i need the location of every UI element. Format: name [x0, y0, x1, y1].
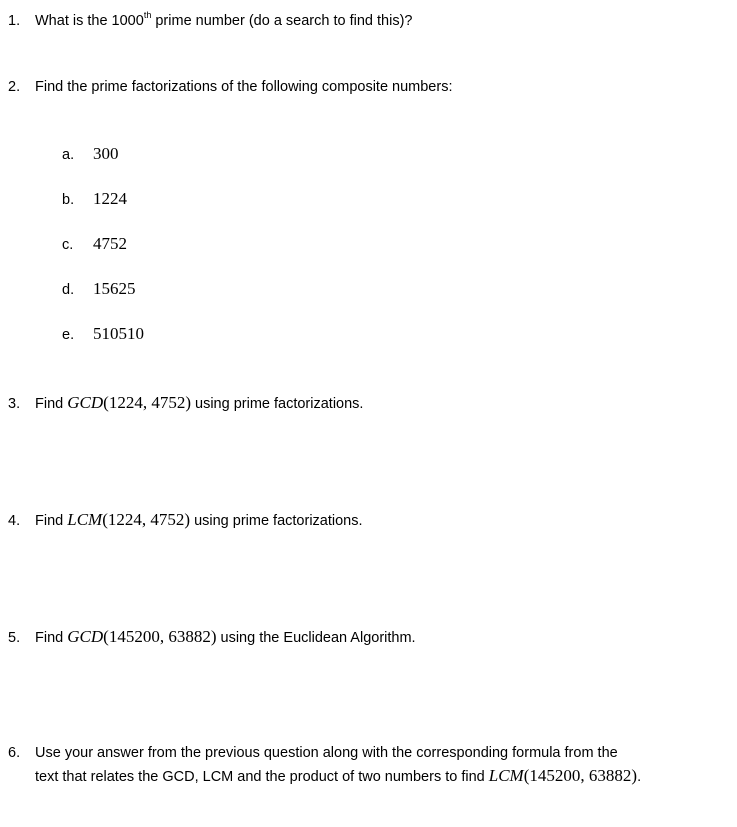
item-letter: c.: [62, 237, 74, 253]
list-item: [62, 233, 127, 256]
question-6: [8, 742, 618, 764]
question-text: Find GCD(1224, 4752) using prime factorizations.: [35, 393, 364, 412]
math-args: (1224, 4752): [103, 393, 191, 412]
math-function: LCM: [67, 510, 103, 529]
math-args: (1224, 4752): [102, 510, 191, 529]
math-function: GCD: [67, 393, 104, 412]
list-item: [62, 143, 119, 166]
question-text: What is the 1000th prime number (do a search to find this)?: [35, 10, 413, 29]
question-number: 3.: [8, 396, 21, 412]
item-value: 300: [93, 144, 119, 163]
item-value: 510510: [93, 324, 144, 343]
list-item: [62, 278, 136, 301]
question-1: [8, 10, 412, 32]
question-3: [8, 392, 363, 415]
question-2: [8, 76, 452, 98]
question-text: Find GCD(145200, 63882) using the Euclidean Algorithm.: [35, 627, 416, 646]
question-text: Find the prime factorizations of the following composite numbers:: [35, 79, 453, 95]
item-value: 4752: [93, 234, 127, 253]
question-text-line-1: Use your answer from the previous question along with the corresponding formula from the: [35, 745, 618, 761]
math-function: GCD: [67, 627, 104, 646]
question-number: 1.: [8, 13, 21, 29]
question-text-line-2: text that relates the GCD, LCM and the product of two numbers to find: [35, 769, 489, 785]
question-number: 4.: [8, 513, 21, 529]
question-text: Find LCM(1224, 4752) using prime factorizations.: [35, 510, 363, 529]
question-5: [8, 626, 416, 649]
question-6-continuation: text that relates the GCD, LCM and the product of two numbers to find LCM(145200, 63882).: [35, 766, 642, 785]
question-4: [8, 509, 363, 532]
item-value: 1224: [93, 189, 127, 208]
item-letter: d.: [62, 282, 75, 298]
item-letter: a.: [62, 147, 75, 163]
math-args: (145200, 63882): [103, 627, 217, 646]
question-number: 6.: [8, 745, 21, 761]
question-number: 5.: [8, 630, 21, 646]
question-number: 2.: [8, 79, 21, 95]
list-item: [62, 188, 127, 211]
item-letter: b.: [62, 192, 75, 208]
item-letter: e.: [62, 327, 75, 343]
math-args: (145200, 63882): [523, 766, 638, 785]
math-function: LCM: [488, 766, 524, 785]
item-value: 15625: [93, 279, 136, 298]
list-item: [62, 323, 144, 346]
